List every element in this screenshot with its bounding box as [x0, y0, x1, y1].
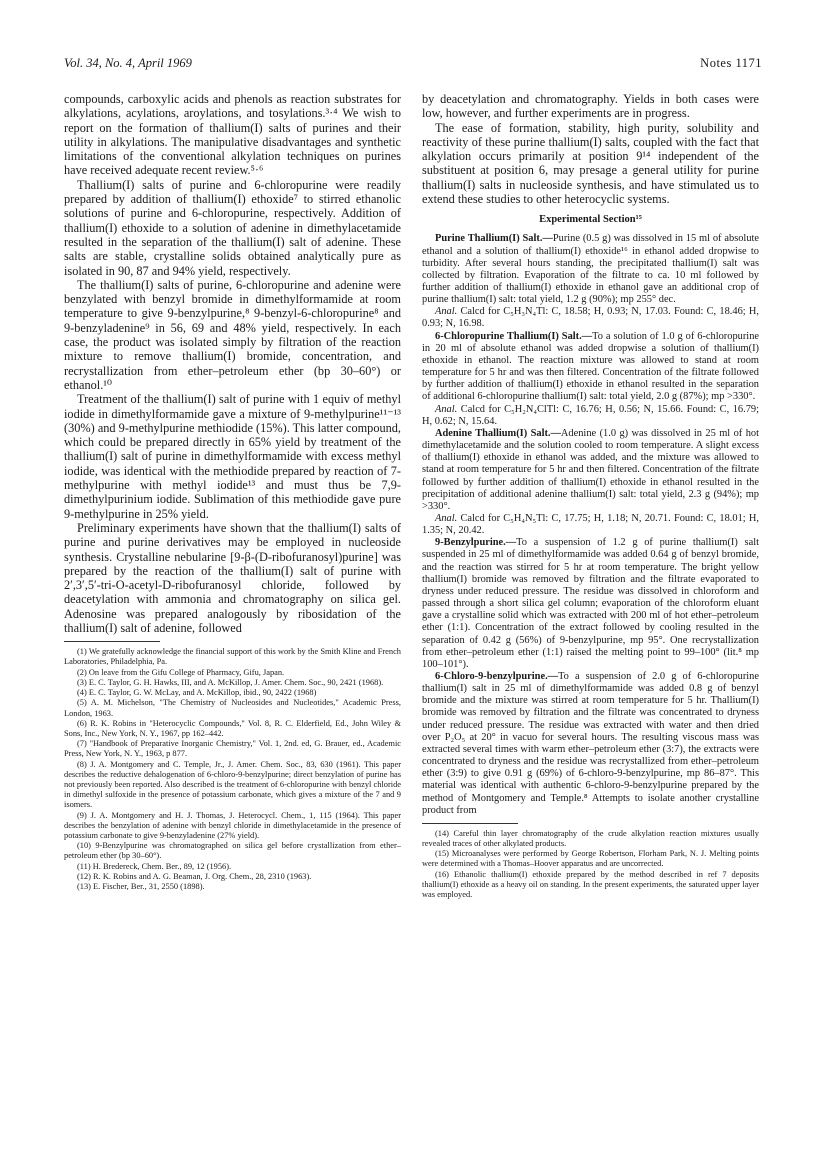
experimental-paragraph	[422, 671, 759, 817]
journal-issue: Vol. 34, No. 4, April 1969	[64, 56, 192, 70]
footnote: (11) H. Bredereck, Chem. Ber., 89, 12 (1956).	[77, 861, 232, 871]
footnote: (13) E. Fischer, Ber., 31, 2550 (1898).	[77, 881, 205, 891]
footnotes-left	[64, 647, 401, 892]
left-column	[64, 92, 401, 892]
footnote: (4) E. C. Taylor, G. W. McLay, and A. McKillop, ibid., 90, 2422 (1968)	[77, 688, 317, 698]
analysis-heading: Anal.	[435, 306, 458, 318]
experimental-paragraph	[422, 233, 759, 306]
body-paragraph: Preliminary experiments have shown that the thallium(I) salts of purine and purine derivatives may be employed in nucleoside synthesis. Crystalline nebularine [9-β-(D-ribofuranosyl)purine] was prepared by the reaction of the thallium(I) salt of purine with 2′,3′,5′-tri-O-acetyl-D-ribofuranosyl chloride, followed by deacetylation with ammonia and chromatography on silica gel. Adenosine was prepared analogously by ribosidation of the thallium(I) salt of adenine, followed	[64, 520, 401, 635]
procedure-heading: Adenine Thallium(I) Salt.—	[435, 427, 561, 439]
body-paragraph: Treatment of the thallium(I) salt of purine with 1 equiv of methyl iodide in dimethylformamide gave a mixture of 9-methylpurine¹¹⁻¹³ (30%) and 9-methylpurine methiodide (15%). This latter compound, which could be prepared directly in 65% yield by treatment of the thallium(I) salt of purine in dimethylformamide with excess methyl iodide, was identical with the methiodide prepared by reaction of 7-methylpurine with methyl iodide¹³ and must thus be 7,9-dimethylpurinium iodide. Sublimation of this methiodide gave pure 9-methylpurine in 25% yield.	[64, 392, 401, 521]
footnote-divider	[64, 641, 160, 642]
section-and-page-number: Notes 1171	[700, 56, 762, 70]
procedure-heading: 6-Chloropurine Thallium(I) Salt.—	[435, 330, 593, 342]
procedure-text: Purine (0.5 g) was dissolved in 15 ml of absolute ethanol and a solution of thallium(I) ethoxide¹⁶ in ethanol added dropwise to turbidity. After several hours standing, the precipitated thallium(I) salt was collected by filtration. Evaporation of the filtrate to ca. 10 ml followed by further addition of thallium(I) ethoxide in ethanol gave an additional crop of purine thallium(I) salt: total yield, 1.2 g (90%); mp 255° dec.	[422, 233, 760, 306]
footnote: (6) R. K. Robins in "Heterocyclic Compounds," Vol. 8, R. C. Elderfield, Ed., John Wiley & Sons, Inc., New York, N. Y., 1967, pp 162–442.	[64, 718, 401, 738]
body-paragraph: The thallium(I) salts of purine, 6-chloropurine and adenine were benzylated with benzyl bromide in dimethylformamide at room temperature to give 9-benzylpurine,⁸ 9-benzyl-6-chloropurine⁸ and 9-benzyladenine⁹ in 56, 69 and 48% yield, respectively. In each case, the product was isolated simply by filtration of the reaction mixture to remove thallium(I) bromide, concentration, and recrystallization from ether–petroleum ether (bp 30–60°) or ethanol.¹⁰	[64, 277, 401, 392]
procedure-text: To a solution of 1.0 g of 6-chloropurine in 20 ml of absolute ethanol was added dropwise a solution of thallium(I) ethoxide in ethanol. The reaction mixture was allowed to stand at room temperature for 5 hr and was then filtered. Concentration of the filtrate followed by further addition of thallium(I) ethoxide in ethanol resulted in the separation of additional 6-chloropurine thallium(I) salt: total yield, 2.0 g (87%); mp >330°.	[422, 330, 759, 403]
analysis-text: Calcd for C₅H₂N₄ClTl: C, 16.76; H, 0.56; N, 15.66. Found: C, 16.79; H, 0.62; N, 15.64.	[422, 403, 759, 427]
footnote-divider	[422, 823, 518, 824]
experimental-paragraph	[422, 513, 759, 537]
procedure-heading: 6-Chloro-9-benzylpurine.—	[435, 671, 559, 682]
body-paragraph: compounds, carboxylic acids and phenols as reaction substrates for alkylations, acylations, aroylations, and tosylations.³·⁴ We wish to report on the formation of thallium(I) salts of purines and their utility in alkylations. The manipulative disadvantages and synthetic limitations of the conventional alkylation techniques on purines have received adequate recent review.⁵·⁶	[64, 92, 401, 178]
footnote: (12) R. K. Robins and A. G. Beaman, J. Org. Chem., 28, 2310 (1963).	[77, 871, 312, 881]
experimental-paragraph	[422, 428, 759, 513]
body-paragraph: Thallium(I) salts of purine and 6-chloropurine were readily prepared by addition of thallium(I) ethoxide⁷ to stirred ethanolic solutions of purine and 6-chloropurine, respectively. Addition of thallium(I) ethoxide to a solution of adenine in dimethylacetamide resulted in the separation of the thallium(I) salt of adenine. These salts are stable, crystalline solids obtained analytically pure as isolated in 90, 87 and 94% yield, respectively.	[64, 177, 401, 278]
footnote: (8) J. A. Montgomery and C. Temple, Jr., J. Amer. Chem. Soc., 83, 630 (1961). This paper describes the reductive dehalogenation of 6-chloro-9-benzylpurine; direct benzylation of purine has not previously been reported. Also described is the treatment of 6-chloropurine with benzyl chloride in dimethyl sulfoxide in the presence of potassium carbonate, which gives a mixture of the 7 and 9 isomers.	[64, 759, 401, 810]
procedure-text: To a suspension of 1.2 g of purine thallium(I) salt suspended in 25 ml of dimethylformamide was added 0.64 g of benzyl bromide, and the reaction was stirred for 5 hr at room temperature. The bright yellow thallium(I) bromide was removed by filtration and the filtrate evaporated to dryness under reduced pressure. The residue was dissolved in chloroform and passed through a short silica gel column; evaporation of the chloroform eluant gave a crystalline solid which was extracted with 200 ml of hot ether–petroleum ether (1:1). Concentration of the extract followed by cooling resulted in the separation of 0.42 g (56%) of 9-benzylpurine, mp 95°. One recrystallization from ether–petroleum ether (1:1) raised the melting point to 99–100° (lit.⁸ mp 100–101°).	[422, 537, 759, 670]
footnote: (1) We gratefully acknowledge the financial support of this work by the Smith Kline and French Laboratories, Philadelphia, Pa.	[64, 647, 401, 667]
footnote: (2) On leave from the Gifu College of Pharmacy, Gifu, Japan.	[77, 667, 285, 677]
experimental-paragraph	[422, 404, 759, 428]
footnote: (16) Ethanolic thallium(I) ethoxide prepared by the method described in ref 7 deposits thallium(I) ethoxide as a heavy oil on standing. In the present experiments, the saturated upper layer was employed.	[422, 869, 759, 900]
experimental-paragraph	[422, 306, 759, 330]
footnote: (14) Careful thin layer chromatography of the crude alkylation reaction mixtures usually revealed traces of other alkylated products.	[422, 828, 759, 849]
procedure-heading: 9-Benzylpurine.—	[435, 537, 517, 549]
analysis-text: Calcd for C₅H₃N₄Tl: C, 18.58; H, 0.93; N, 17.03. Found: C, 18.46; H, 0.93; N, 16.98.	[422, 306, 759, 330]
footnote: (7) "Handbook of Preparative Inorganic Chemistry," Vol. 1, 2nd. ed, G. Brauer, ed., Academic Press, New York, N. Y., 1963, p 877.	[64, 739, 401, 759]
procedure-text: To a suspension of 2.0 g of 6-chloropurine thallium(I) salt in 25 ml of dimethylformamide was added 0.8 g of benzyl bromide and the mixture was stirred at room temperature for 5 hr. Thallium(I) bromide was removed by filtration and the filtrate was concentrated to dryness under reduced pressure. The residue was extracted with water and then dried over P₂O₅ at 20° in vacuo for several hours. The resulting viscous mass was extracted several times with warm ether–petroleum ether (3:7), the extracts were concentrated to dryness and the residue was recrystallized from ether–petroleum ether (3:9) to give 0.91 g (69%) of 6-chloro-9-benzylpurine, mp 86–87°. This material was identical with authentic 6-chloro-9-benzylpurine prepared by the method of Montgomery and Temple.⁸ Attempts to isolate another crystalline product from	[422, 671, 759, 816]
footnotes-right	[422, 829, 759, 900]
page-header	[64, 56, 762, 76]
footnote: (5) A. M. Michelson, "The Chemistry of Nucleosides and Nucleotides," Academic Press, London, 1963.	[64, 698, 401, 718]
body-paragraph: The ease of formation, stability, high purity, solubility and reactivity of these purine thallium(I) salts, coupled with the fact that alkylation occurs primarily at position 9¹⁴ independent of the substituent at position 6, may presage a general utility for purine thallium(I) salts in nucleoside synthesis, and have stimulated us to extend these studies to other heterocyclic systems.	[422, 120, 759, 207]
procedure-text: Adenine (1.0 g) was dissolved in 25 ml of hot dimethylacetamide and the solution cooled to room temperature. A slight excess of thallium(I) ethoxide in ethanol was added, and the mixture was allowed to stand at room temperature for 5 hr and then filtered. Concentration of the filtrate followed by further addition of thallium(I) ethoxide in ethanol resulted in the precipitation of additional adenine thallium(I) salt: total yield, 2.3 g (94%); mp >330°.	[422, 427, 759, 512]
footnote: (9) J. A. Montgomery and H. J. Thomas, J. Heterocycl. Chem., 1, 115 (1964). This paper describes the benzylation of adenine with benzyl chloride in dimethylacetamide in the presence of potassium carbonate to give 9-benzyladenine (27% yield).	[64, 810, 401, 840]
footnote: (15) Microanalyses were performed by George Robertson, Florham Park, N. J. Melting points were determined with a Thomas–Hoover apparatus and are uncorrected.	[422, 849, 759, 869]
experimental-paragraph	[422, 537, 759, 671]
analysis-text: Calcd for C₅H₄N₅Tl: C, 17.75; H, 1.18; N, 20.71. Found: C, 18.01; H, 1.35; N, 20.42.	[422, 512, 759, 537]
procedure-heading: Purine Thallium(I) Salt.—	[435, 233, 553, 245]
section-heading: Experimental Section¹⁵	[539, 214, 642, 226]
analysis-heading: Anal.	[435, 512, 458, 524]
experimental-paragraph	[422, 331, 759, 404]
footnote: (3) E. C. Taylor, G. H. Hawks, III, and A. McKillop, J. Amer. Chem. Soc., 90, 2421 (1968).	[77, 677, 384, 687]
footnote: (10) 9-Benzylpurine was chromatographed on silica gel before crystallization from ether–petroleum ether (bp 30–60°).	[64, 841, 401, 861]
right-column	[422, 92, 759, 900]
analysis-heading: Anal.	[435, 403, 458, 415]
body-paragraph: by deacetylation and chromatography. Yields in both cases were low, however, and further experiments are in progress.	[422, 92, 759, 121]
